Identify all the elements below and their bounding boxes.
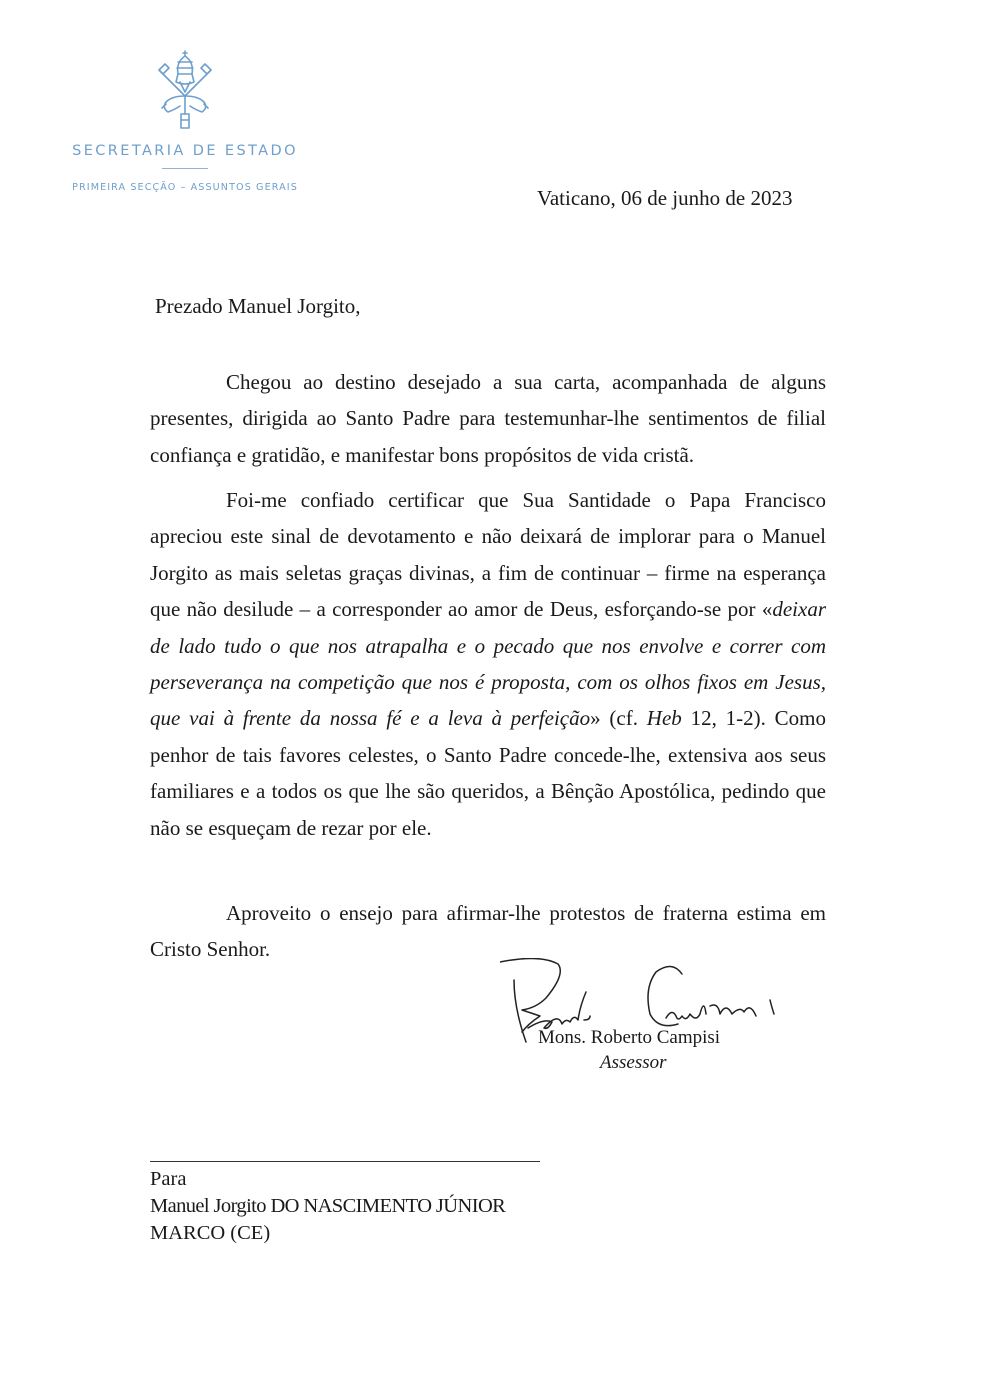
signer-name: Mons. Roberto Campisi (538, 1027, 721, 1048)
letter-date: Vaticano, 06 de junho de 2023 (537, 186, 793, 210)
paragraph-2-text: 12, 1-2). Como penhor de tais favores celestes, o Santo Padre concede-lhe, extensiva aos seus familiares e a todos os que lhe são queridos, a Bênção Apostólica, pedindo que não se esqueçam de rezar por ele. (150, 706, 827, 840)
scripture-quote: deixar de lado tudo o que nos atrapalha e o pecado que nos envolve e correr com perseverança na competição que nos é proposta, com os olhos fixos em Jesus, que vai à frente da nossa fé e a leva à perfeição (150, 597, 826, 731)
letterhead-divider (162, 168, 208, 169)
paragraph-3: Aproveito o ensejo para afirmar-lhe protestos de fraterna estima em Cristo Senhor. (150, 901, 826, 962)
recipient-name: Manuel Jorgito DO NASCIMENTO JÚNIOR (150, 1195, 506, 1217)
paragraph-1: Chegou ao destino desejado a sua carta, acompanhada de alguns presentes, dirigida ao Santo Padre para testemunhar-lhe sentimentos de filial confiança e gratidão, e manifestar bons propósitos de vida cristã. (150, 370, 826, 467)
recipient-location: MARCO (CE) (150, 1222, 271, 1244)
paragraph-2-text: » (cf. (590, 706, 647, 731)
scripture-book: Heb (646, 706, 682, 731)
paragraph-2-text: Foi-me confiado certificar que Sua Santidade o Papa Francisco apreciou este sinal de devotamento e não deixará de implorar para o Manuel Jorgito as mais seletas graças divinas, a fim de continuar – firme na esperança que não desilude – a corresponder ao amor de Deus, esforçando-se por « (150, 488, 826, 622)
letterhead (40, 50, 330, 193)
address-label: Para (150, 1168, 187, 1190)
paragraph-2 (150, 482, 826, 846)
signer-role: Assessor (600, 1052, 667, 1073)
letterhead-subtitle: PRIMEIRA SECÇÃO – ASSUNTOS GERAIS (72, 182, 298, 193)
coat-of-arms-icon (154, 50, 216, 130)
letterhead-title: SECRETARIA DE ESTADO (72, 143, 298, 159)
address-divider (150, 1161, 540, 1162)
salutation: Prezado Manuel Jorgito, (155, 294, 361, 318)
